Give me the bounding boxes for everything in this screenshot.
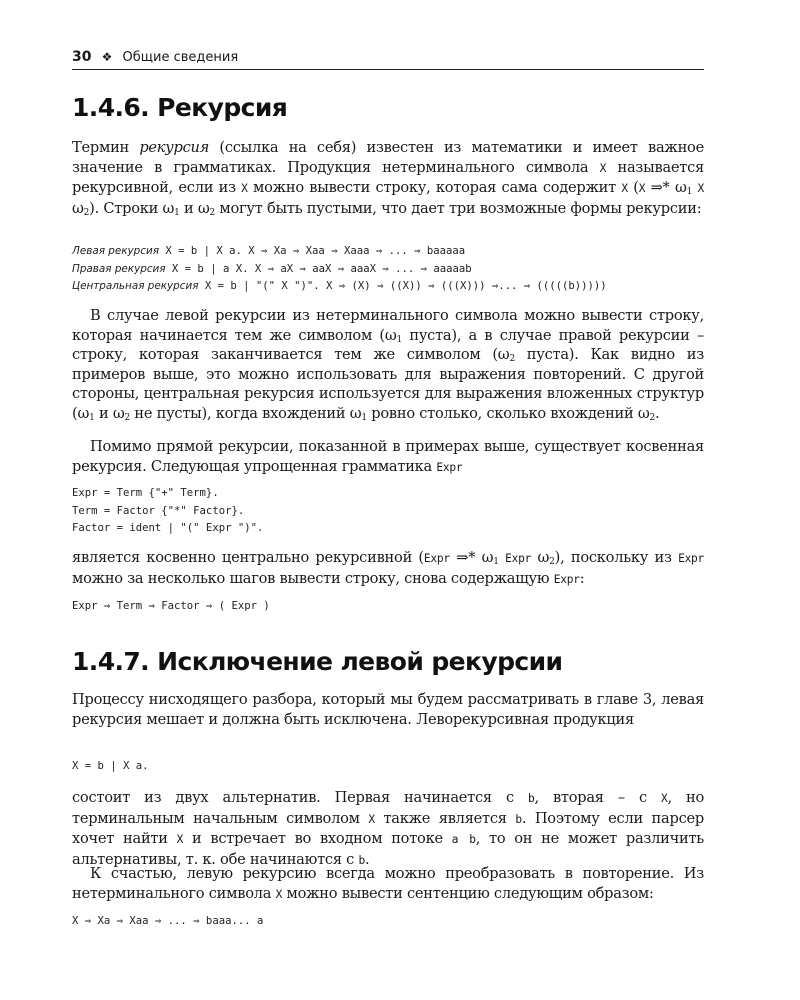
section-heading-left-recursion: 1.4.7. Исключение левой рекурсии	[72, 647, 563, 676]
paragraph-top-down-parsing: Процессу нисходящего разбора, который мы будем рассматривать в главе 3, левая рекурсия мешает и должна быть исключена. Леворекурсивная продукция	[72, 691, 704, 728]
grammar-line: Expr = Term {"+" Term}.	[72, 487, 219, 499]
code-line-right-recursion: Правая рекурсия X = b | a X. X ⇒ aX ⇒ aaX ⇒ aaaX ⇒ ... ⇒ aaaaab	[72, 262, 472, 275]
code-line-central-recursion: Центральная рекурсия X = b | "(" X ")". X ⇒ (X) ⇒ ((X)) ⇒ (((X))) ⇒... ⇒ (((((b)))))	[72, 280, 607, 292]
paragraph-indirect-central: является косвенно центрально рекурсивной (Expr ⇒* $\omega_1$ Expr $\omega_2$), поскольку из Expr можно за несколько шагов вывести строку, снова содержащую Expr:	[72, 549, 705, 587]
recursion-forms-code	[72, 243, 704, 296]
page-number: 30	[72, 49, 92, 65]
ornament-icon: ❖	[101, 50, 113, 64]
paragraph-repetition: К счастью, левую рекурсию всегда можно преобразовать в повторение. Из нетерминального символа X можно вывести сентенцию следующим образом:	[72, 865, 704, 902]
left-recursive-production-code: X = b | X a.	[72, 760, 149, 772]
sentence-derivation-code: X ⇒ Xa ⇒ Xaa ⇒ ... ⇒ baaa... a	[72, 915, 264, 927]
running-header	[72, 49, 704, 70]
grammar-code	[72, 485, 704, 538]
emphasis-term: рекурсия	[139, 139, 210, 156]
paragraph-recursion-kinds: В случае левой рекурсии из нетерминального символа можно вывести строку, которая начинается тем же символом ($\omega_1$ пуста), а в случае правой рекурсии – строку, которая заканчивается тем же символом ($\omega_2$ пуста). Как видно из примеров выше, это можно использовать для выражения повторений. С другой стороны, центральная рекурсия используется для выражения вложенных структур ($\omega_1$ и $\omega_2$ не пусты), когда вхождений $\omega_1$ ровно столько, сколько вхождений $\omega_2$.	[72, 307, 704, 423]
grammar-line: Term = Factor {"*" Factor}.	[72, 504, 245, 517]
paragraph-alternatives: состоит из двух альтернатив. Первая начинается с b, вторая – с X, но терминальным начальным символом X также является b. Поэтому если парсер хочет найти X и встречает во входном потоке a b, то он не может различить альтернативы, т. к. обе начинаются с b.	[72, 789, 704, 868]
grammar-line: Factor = ident | "(" Expr ")".	[72, 522, 264, 534]
paragraph-recursion-definition: Термин рекурсия (ссылка на себя) известен из математики и имеет важное значение в грамматиках. Продукция нетерминального символа X называется рекурсивной, если из X можно вывести строку, которая сама содержит X (X ⇒* $\omega_1$ X $\omega_2$). Строки $\omega_1$ и $\omega_2$ могут быть пустыми, что дает три возможные формы рекурсии:	[72, 139, 704, 218]
derivation-code: Expr ⇒ Term ⇒ Factor ⇒ ( Expr )	[72, 600, 270, 612]
section-heading-recursion: 1.4.6. Рекурсия	[72, 93, 288, 122]
book-page	[72, 0, 704, 1000]
code-line-left-recursion: Левая рекурсия X = b | X a. X ⇒ Xa ⇒ Xaa ⇒ Xaaa ⇒ ... ⇒ baaaaa	[72, 245, 466, 257]
paragraph-indirect-recursion: Помимо прямой рекурсии, показанной в примерах выше, существует косвенная рекурсия. Следующая упрощенная грамматика Expr	[72, 438, 704, 475]
chapter-title: Общие сведения	[122, 50, 239, 65]
